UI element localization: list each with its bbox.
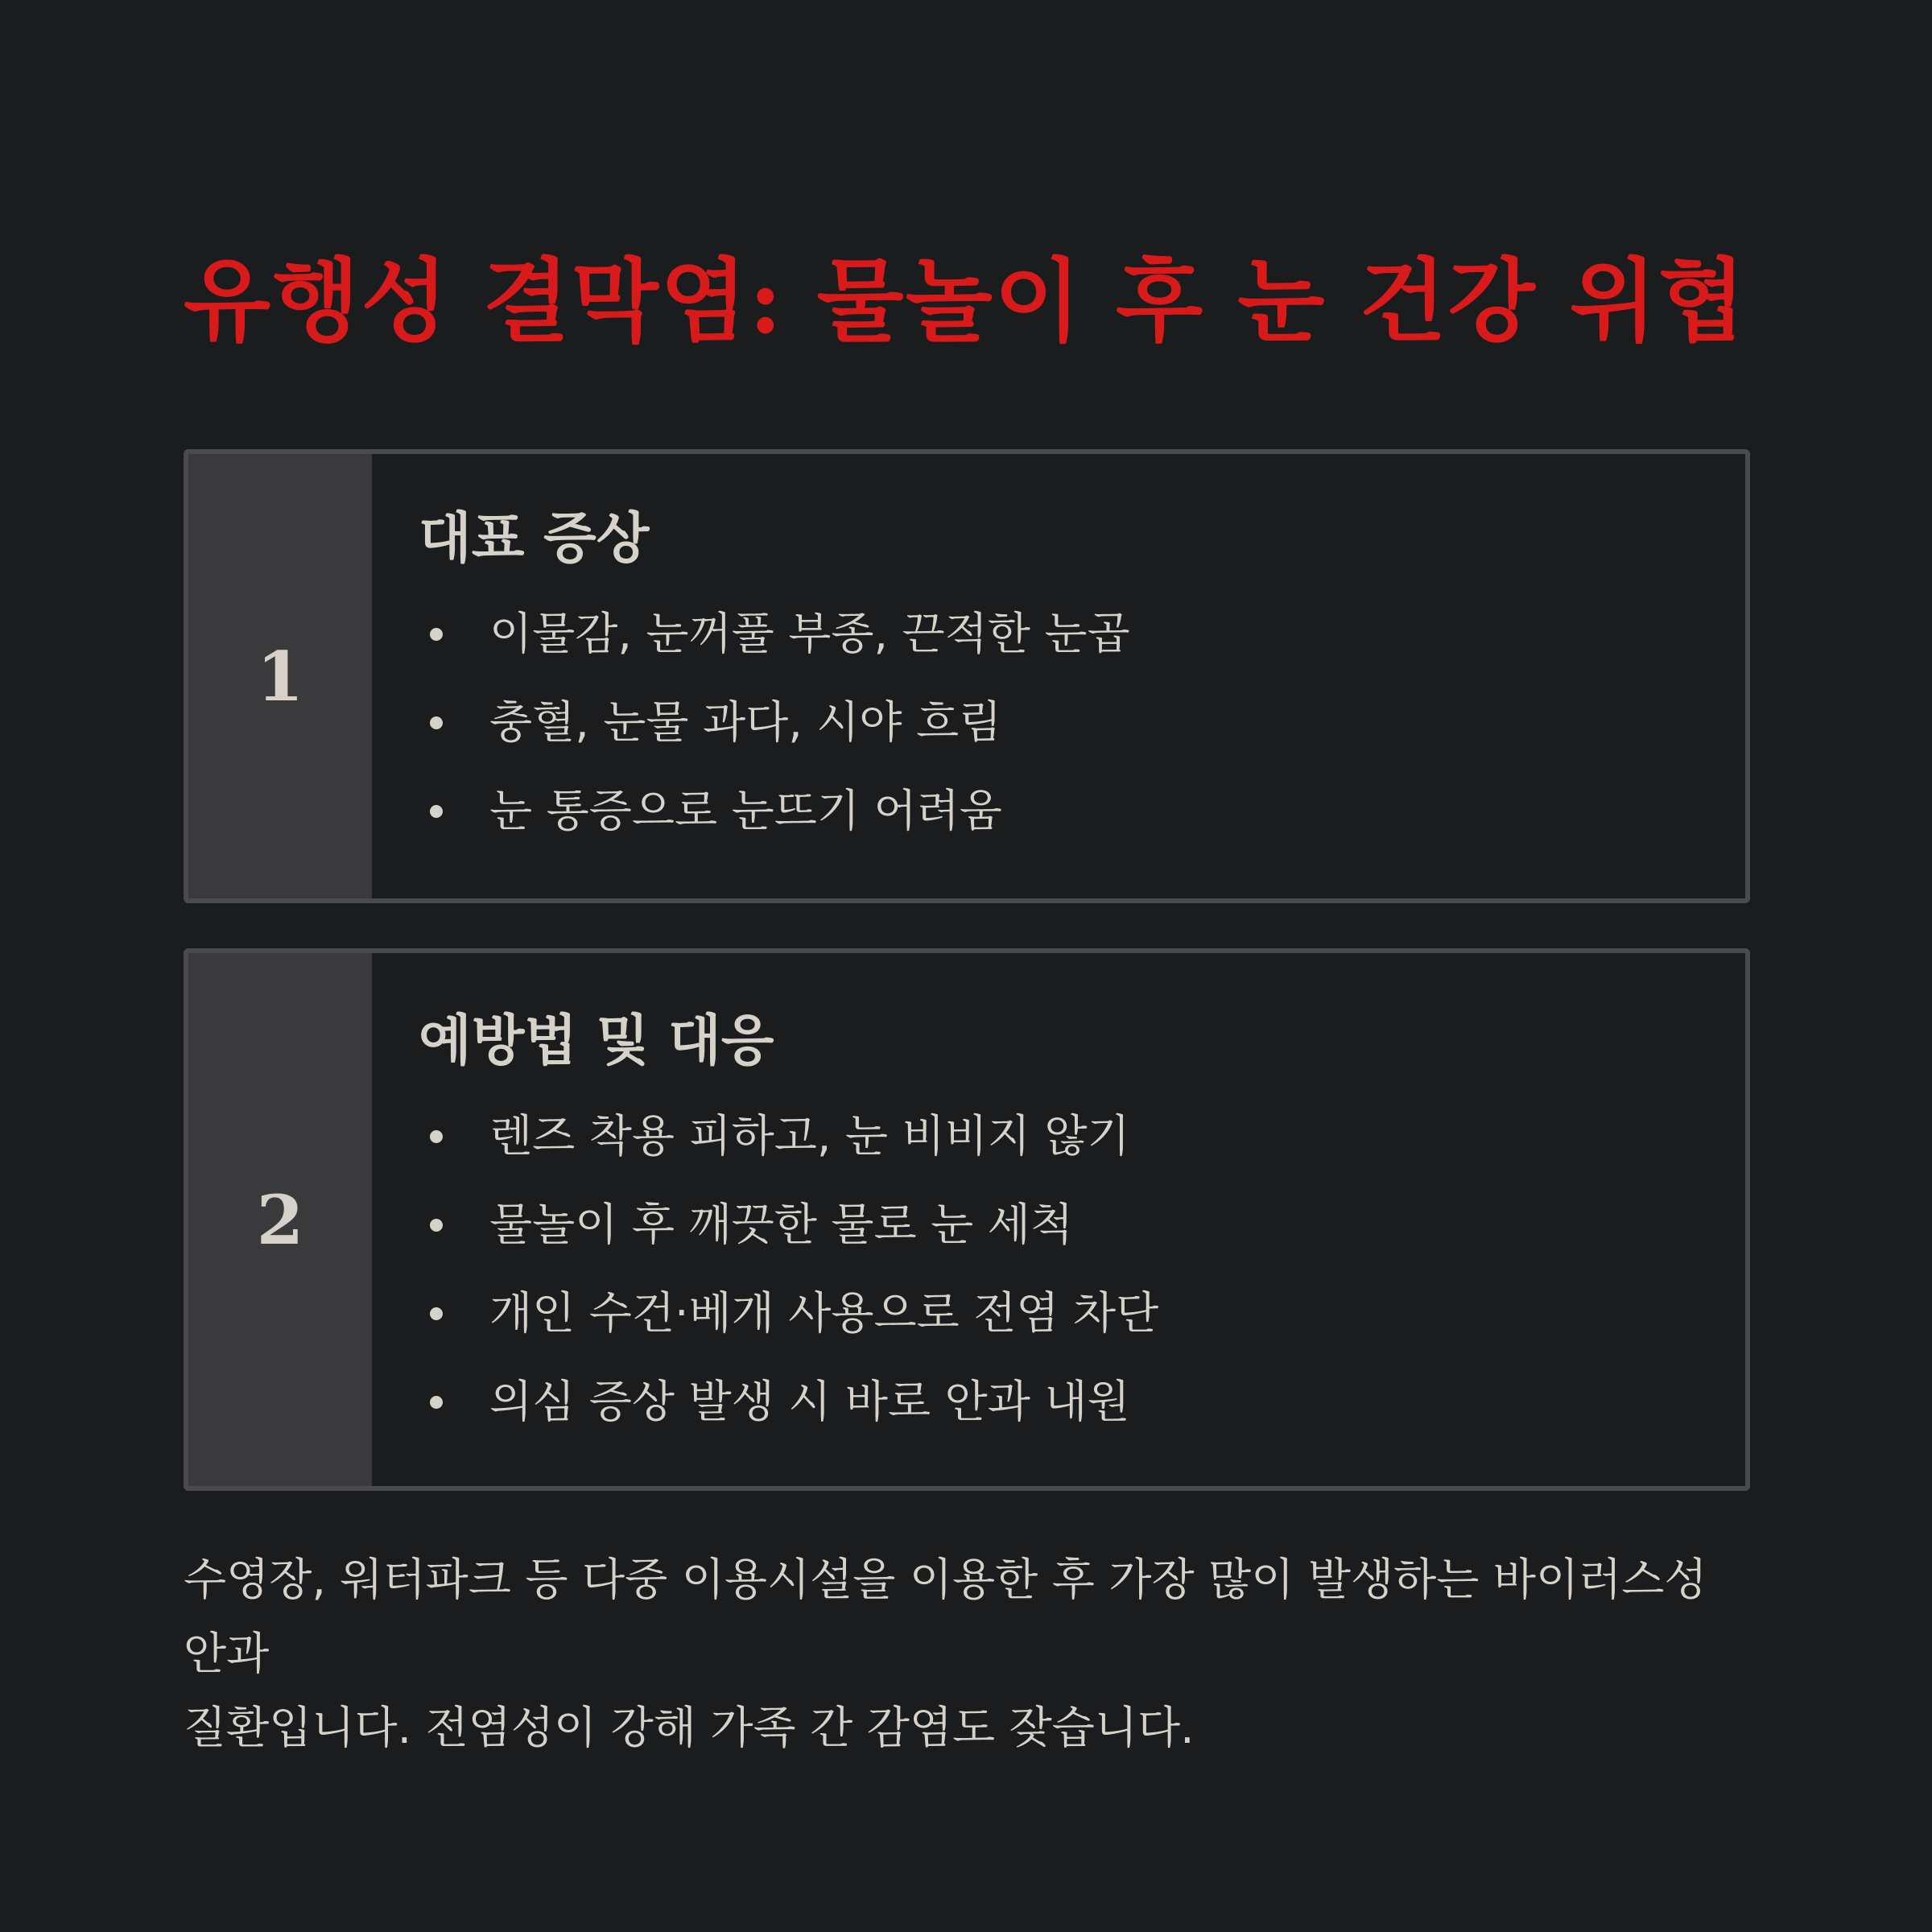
section-card-symptoms: [184, 449, 1750, 903]
list-item: [419, 766, 1745, 855]
list-item-text: 개인 수건·베개 사용으로 전염 차단: [489, 1287, 1159, 1339]
section-number: 2: [256, 1179, 304, 1260]
bullet-icon: [430, 716, 443, 729]
bullet-icon: [430, 1396, 443, 1409]
section-number-column: [188, 454, 372, 898]
list-item-text: 이물감, 눈꺼풀 부종, 끈적한 눈곱: [489, 608, 1130, 659]
section-heading: 예방법 및 대응: [419, 1009, 774, 1073]
bullet-icon: [430, 1307, 443, 1320]
bullet-icon: [430, 805, 443, 818]
list-item: [419, 1092, 1745, 1180]
section-number-column: [188, 953, 372, 1486]
list-item-text: 물놀이 후 깨끗한 물로 눈 세척: [489, 1199, 1073, 1250]
footer-line-2: 질환입니다. 전염성이 강해 가족 간 감염도 잦습니다.: [184, 1702, 1195, 1753]
section-number: 1: [256, 636, 304, 716]
list-item-text: 눈 통증으로 눈뜨기 어려움: [489, 785, 1002, 836]
footer-description: [184, 1542, 1753, 1765]
bullet-icon: [430, 1219, 443, 1232]
section-card-prevention: [184, 948, 1750, 1491]
list-item: [419, 678, 1745, 766]
prevention-list: [419, 1092, 1745, 1446]
list-item: [419, 1357, 1745, 1446]
footer-line-1: 수영장, 워터파크 등 다중 이용시설을 이용한 후 가장 많이 발생하는 바이러스성 안과: [184, 1554, 1707, 1679]
section-content: [372, 454, 1745, 898]
section-content: [372, 953, 1745, 1486]
list-item: [419, 1180, 1745, 1269]
page-title: 유행성 결막염: 물놀이 후 눈 건강 위협: [184, 249, 1748, 354]
bullet-icon: [430, 628, 443, 641]
list-item: [419, 589, 1745, 678]
section-heading: 대표 증상: [419, 506, 650, 571]
list-item-text: 충혈, 눈물 과다, 시야 흐림: [489, 696, 1002, 748]
list-item: [419, 1269, 1745, 1357]
symptom-list: [419, 589, 1745, 855]
list-item-text: 의심 증상 발생 시 바로 안과 내원: [489, 1376, 1130, 1427]
list-item-text: 렌즈 착용 피하고, 눈 비비지 않기: [489, 1110, 1130, 1162]
bullet-icon: [430, 1130, 443, 1143]
